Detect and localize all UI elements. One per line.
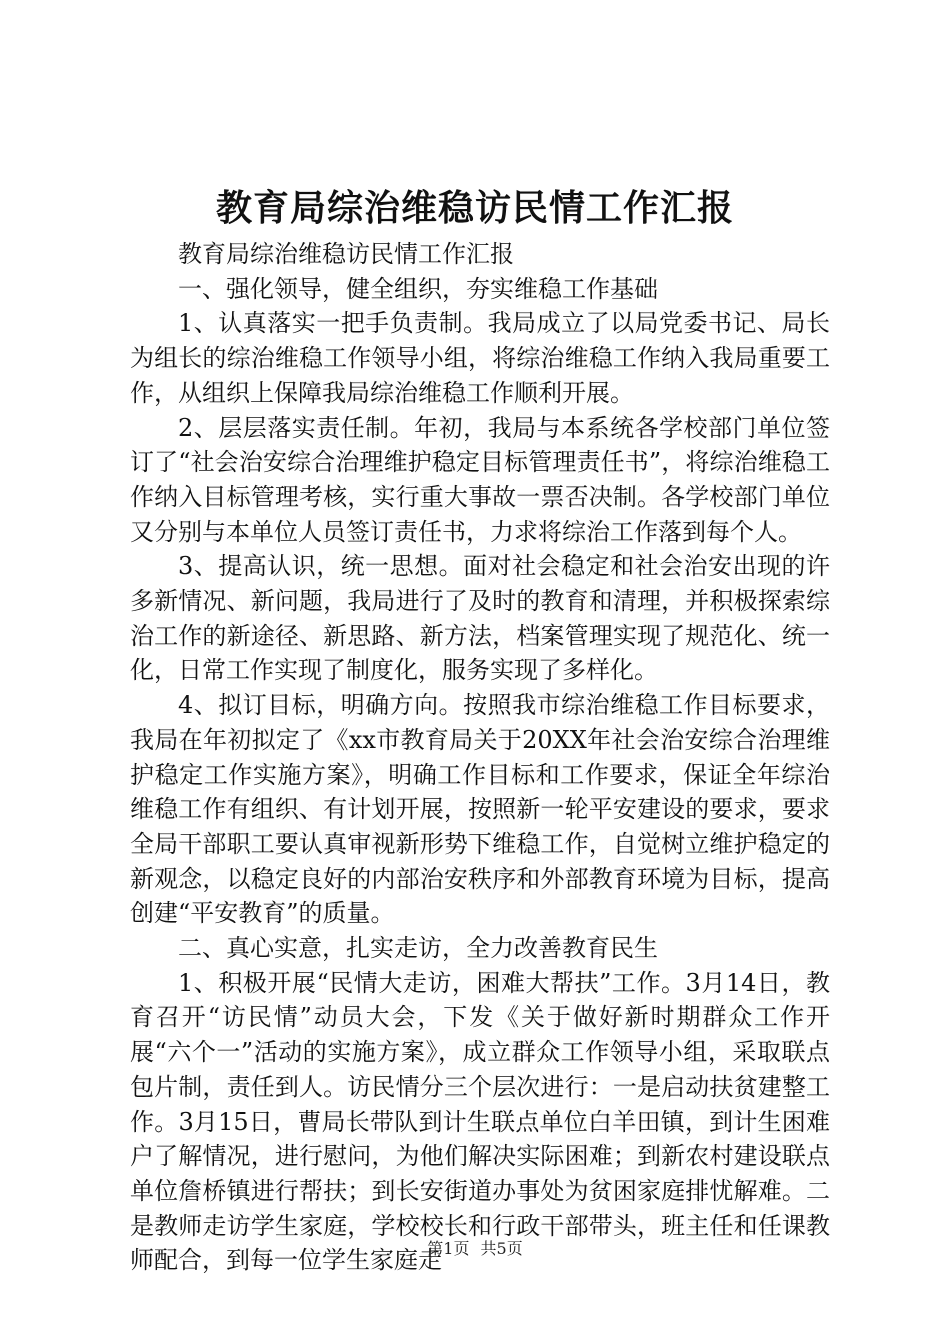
page-footer xyxy=(0,1238,950,1260)
section-heading: 二、真心实意，扎实走访，全力改善教育民生 xyxy=(178,934,658,963)
body-paragraph: 2、层层落实责任制。年初，我局与本系统各学校部门单位签订了“社会治安综合治理维护稳定目标管理责任书”，将综治维稳工作纳入目标管理考核，实行重大事故一票否决制。各学校部门单位又分别与本单位人员签订责任书，力求将综治工作落到每个人。 xyxy=(130,413,830,546)
body-paragraph: 教育局综治维稳访民情工作汇报 xyxy=(178,240,514,268)
body-paragraph: 1、积极开展“民情大走访，困难大帮扶”工作。3月14日，教育召开“访民情”动员大会，下发《关于做好新时期群众工作开展“六个一”活动的实施方案》，成立群众工作领导小组，采取联点包片制，责任到人。访民情分三个层次进行：一是启动扶贫建整工作。3月15日，曹局长带队到计生联点单位白羊田镇，到计生困难户了解情况，进行慰问，为他们解决实际困难；到新农村建设联点单位詹桥镇进行帮扶；到长安街道办事处为贫困家庭排忧解难。二是教师走访学生家庭，学校校长和行政干部带头，班主任和任课教师配合，到每一位学生家庭走 xyxy=(130,968,830,1275)
body-paragraph: 3、提高认识，统一思想。面对社会稳定和社会治安出现的许多新情况、新问题，我局进行了及时的教育和清理，并积极探索综治工作的新途径、新思路、新方法，档案管理实现了规范化、统一化，日常工作实现了制度化，服务实现了多样化。 xyxy=(130,552,830,685)
body-paragraph: 1、认真落实一把手负责制。我局成立了以局党委书记、局长为组长的综治维稳工作领导小组，将综治维稳工作纳入我局重要工作，从组织上保障我局综治维稳工作顺利开展。 xyxy=(130,309,830,407)
document-title: 教育局综治维稳访民情工作汇报 xyxy=(215,187,734,229)
page-number: 第1页 xyxy=(427,1239,470,1258)
document-body xyxy=(130,237,830,1278)
page-total: 共5页 xyxy=(480,1239,523,1258)
section-heading: 一、强化领导，健全组织，夯实维稳工作基础 xyxy=(178,274,658,303)
body-paragraph: 4、拟订目标，明确方向。按照我市综治维稳工作目标要求，我局在年初拟定了《xx市教育局关于20XX年社会治安综合治理维护稳定工作实施方案》，明确工作目标和工作要求，保证全年综治维稳工作有组织、有计划开展，按照新一轮平安建设的要求，要求全局干部职工要认真审视新形势下维稳工作，自觉树立维护稳定的新观念，以稳定良好的内部治安秩序和外部教育环境为目标，提高创建“平安教育”的质量。 xyxy=(130,691,830,928)
